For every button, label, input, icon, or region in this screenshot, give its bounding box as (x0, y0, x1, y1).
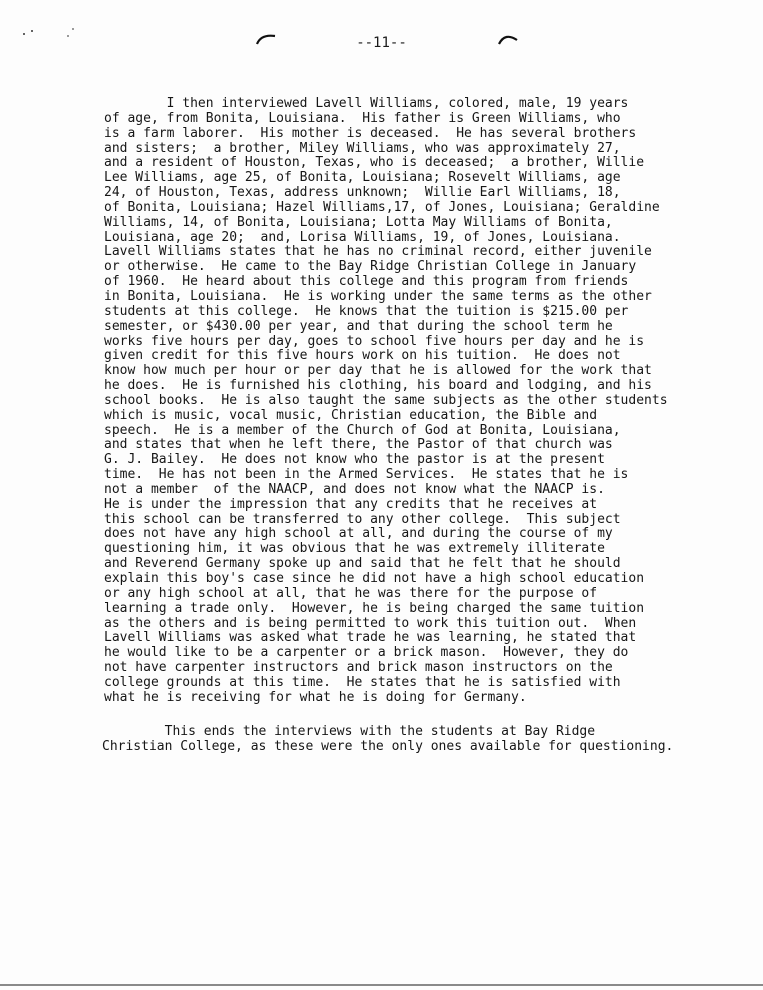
text-line: time. He has not been in the Armed Services. He states that he is (104, 467, 629, 483)
text-line: Christian College, as these were the only ones available for questioning. (102, 738, 674, 754)
text-line: given credit for this five hours work on his tuition. He does not (104, 348, 621, 364)
text-line: or any high school at all, that he was there for the purpose of (104, 585, 598, 601)
binder-hole-mark-right (497, 32, 519, 46)
text-line: is a farm laborer. His mother is deceased. He has several brothers (104, 125, 637, 141)
text-line: G. J. Bailey. He does not know who the pastor is at the present (104, 452, 605, 468)
text-line: of 1960. He heard about this college and this program from friends (104, 274, 629, 290)
text-line: know how much per hour or per day that he is allowed for the work that (104, 363, 652, 379)
text-line: works five hours per day, goes to school five hours per day and he is (104, 333, 645, 349)
text-line: school books. He is also taught the same subjects as the other students (104, 392, 668, 408)
closing-paragraph (102, 725, 762, 755)
text-line: Lee Williams, age 25, of Bonita, Louisiana; Rosevelt Williams, age (104, 170, 621, 186)
page-number: --11-- (356, 35, 407, 51)
text-line: he would like to be a carpenter or a brick mason. However, they do (104, 645, 629, 661)
text-line: not a member of the NAACP, and does not know what the NAACP is. (104, 481, 605, 497)
text-line: students at this college. He knows that the tuition is $215.00 per (104, 303, 629, 319)
text-line: which is music, vocal music, Christian education, the Bible and (104, 407, 598, 423)
text-line: this school can be transferred to any other college. This subject (104, 511, 621, 527)
text-line: I then interviewed Lavell Williams, colored, male, 19 years (104, 96, 629, 111)
text-line: of age, from Bonita, Louisiana. His father is Green Williams, who (104, 110, 621, 126)
text-line: and sisters; a brother, Miley Williams, who was approximately 27, (104, 140, 621, 156)
text-line: He is under the impression that any credits that he receives at (104, 496, 598, 512)
text-line: This ends the interviews with the students at Bay Ridge (102, 724, 596, 739)
text-line: Lavell Williams was asked what trade he was learning, he stated that (104, 630, 637, 646)
text-line: or otherwise. He came to the Bay Ridge Christian College in January (104, 259, 637, 275)
text-line: and a resident of Houston, Texas, who is deceased; a brother, Willie (104, 155, 645, 171)
page-bottom-edge (0, 984, 763, 986)
text-line: Williams, 14, of Bonita, Louisiana; Lotta May Williams of Bonita, (104, 214, 613, 230)
text-line: explain this boy's case since he did not have a high school education (104, 571, 645, 586)
text-line: not have carpenter instructors and brick mason instructors on the (104, 660, 613, 676)
text-line: what he is receiving for what he is doing for Germany. (104, 689, 527, 705)
text-line: learning a trade only. However, he is being charged the same tuition (104, 600, 645, 616)
text-line: of Bonita, Louisiana; Hazel Williams,17, of Jones, Louisiana; Geraldine (104, 199, 660, 215)
text-line: and Reverend Germany spoke up and said that he felt that he should (104, 556, 621, 572)
text-line: Lavell Williams states that he has no criminal record, either juvenile (104, 244, 652, 260)
text-line: he does. He is furnished his clothing, his board and lodging, and his (104, 378, 652, 394)
text-line: college grounds at this time. He states that he is satisfied with (104, 674, 621, 690)
text-line: questioning him, it was obvious that he was extremely illiterate (104, 541, 605, 557)
text-line: and states that when he left there, the Pastor of that church was (104, 437, 613, 453)
text-line: semester, or $430.00 per year, and that during the school term he (104, 318, 613, 334)
interview-paragraph (104, 97, 762, 706)
text-line: 24, of Houston, Texas, address unknown; Willie Earl Williams, 18, (104, 185, 621, 201)
text-line: does not have any high school at all, and during the course of my (104, 526, 613, 542)
text-line: Louisiana, age 20; and, Lorisa Williams, 19, of Jones, Louisiana. (104, 229, 621, 245)
text-line: in Bonita, Louisiana. He is working under the same terms as the other (104, 288, 652, 304)
text-line: speech. He is a member of the Church of God at Bonita, Louisiana, (104, 422, 621, 438)
text-line: as the others and is being permitted to work this tuition out. When (104, 615, 637, 631)
